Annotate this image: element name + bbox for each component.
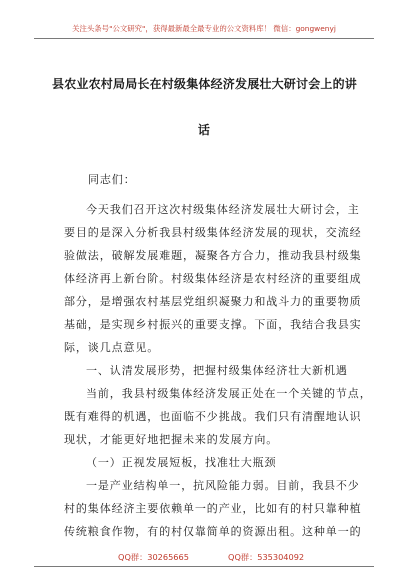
footer-qq-group-2: QQ群：535304092: [228, 552, 305, 562]
body-line: 际，谈几点意见。: [64, 341, 160, 354]
document-title-line-2: 话: [197, 123, 211, 137]
salutation: 同志们：: [88, 173, 136, 186]
subsection-heading: （一）正视发展短板，找准壮大瓶颈: [86, 456, 277, 469]
body-line: 验做法，破解发展难题，凝聚各方合力，推动我县村级集: [64, 249, 362, 262]
body-line: 要目的是深入分析我县村级集体经济发展的现状，交流经: [64, 226, 362, 239]
header-divider: [34, 38, 374, 39]
body-line: 传统粮食作物，有的村仅靠简单的资源出租。这种单一的: [64, 525, 362, 538]
body-line: 体经济再上新台阶。村级集体经济是农村经济的重要组成: [64, 272, 362, 285]
footer-qq-group-1: QQ群：30265665: [118, 552, 189, 562]
body-line: 既有难得的机遇，也面临不少挑战。我们只有清醒地认识: [64, 410, 362, 423]
body-line: 村的集体经济主要依赖单一的产业，比如有的村只靠种植: [64, 502, 362, 515]
header-banner: 关注头条号"公文研究"，获得最新最全最专业的公文资料库！ 微信：gongwenyj: [72, 24, 336, 33]
footer-divider: [34, 566, 374, 567]
body-line: 今天我们召开这次村级集体经济发展壮大研讨会，主: [86, 203, 360, 216]
body-line: 部分，是增强农村基层党组织凝聚力和战斗力的重要物质: [64, 295, 362, 308]
body-line: 基础，是实现乡村振兴的重要支撑。下面，我结合我县实: [64, 318, 362, 331]
body-line: 当前，我县村级集体经济发展正处在一个关键的节点，: [86, 387, 372, 400]
footer: [0, 552, 408, 566]
document-title-line-1: 县农业农村局局长在村级集体经济发展壮大研讨会上的讲: [52, 77, 358, 91]
body-line: 一是产业结构单一，抗风险能力弱。目前，我县不少: [86, 479, 360, 492]
section-heading: 一、认清发展形势，把握村级集体经济壮大新机遇: [86, 364, 348, 377]
body-line: 现状，才能更好地把握未来的发展方向。: [64, 433, 279, 446]
